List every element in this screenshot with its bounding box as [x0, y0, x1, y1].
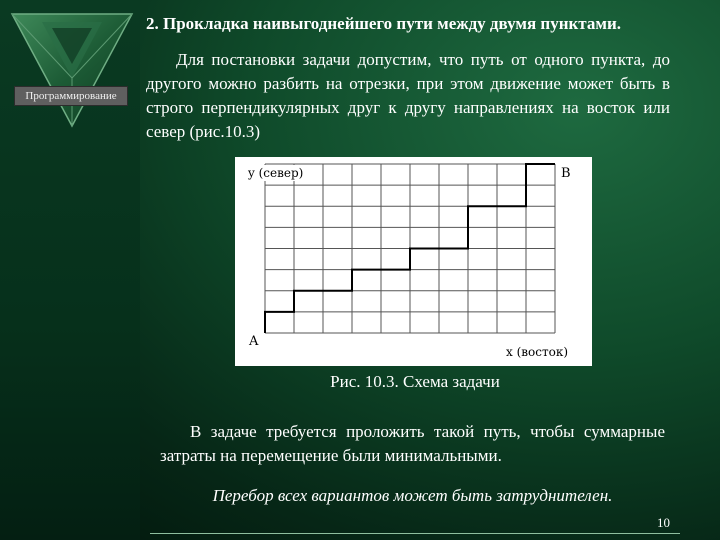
sidebar [0, 0, 140, 540]
slide-title: 2. Прокладка наивыгоднейшего пути между двумя пунктами. [146, 14, 621, 33]
footer-divider [150, 533, 680, 534]
path-grid-figure [235, 157, 592, 366]
x-axis-label: x (восток) [506, 345, 569, 359]
grid-diagram [235, 157, 592, 366]
point-b-label: B [561, 166, 571, 181]
note-paragraph: Перебор всех вариантов может быть затруднителен. [212, 486, 613, 505]
page-number: 10 [657, 515, 670, 530]
figure-caption: Рис. 10.3. Схема задачи [330, 372, 500, 391]
sidebar-label: Программирование [14, 86, 128, 106]
y-axis-label: y (север) [248, 166, 304, 180]
point-a-label: A [249, 334, 259, 349]
intro-paragraph: Для постановки задачи допустим, что путь от одного пункта, до другого можно разбить на отрезки, при этом движение может быть в строго перпендикулярных друг к другу направлениях на восток или север (рис.10.3) [146, 50, 670, 141]
green-triangle-emblem-icon [8, 8, 136, 130]
task-paragraph: В задаче требуется проложить такой путь, чтобы суммарные затраты на перемещение были минимальными. [160, 422, 665, 465]
